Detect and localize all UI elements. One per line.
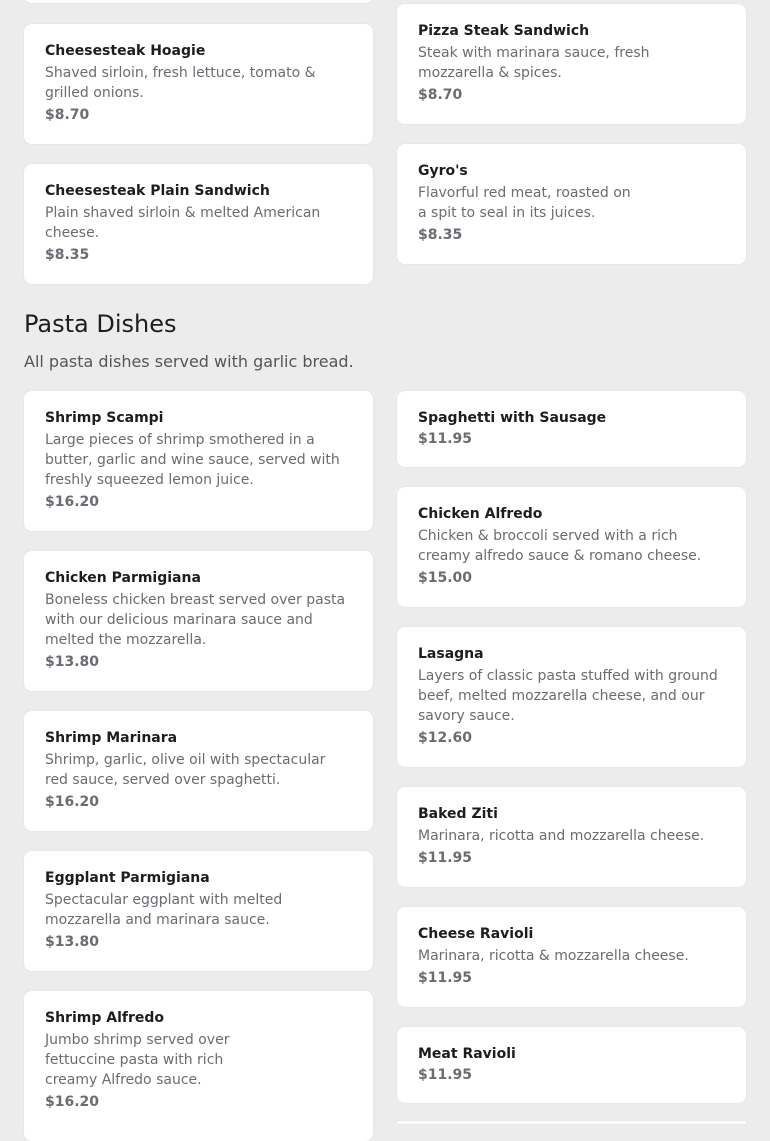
item-description: Flavorful red meat, roasted on a spit to seal in its juices. xyxy=(418,185,631,221)
item-name: Cheese Ravioli xyxy=(418,926,534,942)
item-price: $11.95 xyxy=(418,431,473,447)
item-name: Gyro's xyxy=(418,163,468,179)
item-name: Eggplant Parmigiana xyxy=(45,870,210,886)
menu-item-card[interactable] xyxy=(24,24,373,144)
item-price: $15.00 xyxy=(418,570,473,586)
menu-item-card[interactable] xyxy=(397,627,746,767)
item-price: $16.20 xyxy=(45,794,100,810)
section-subtitle: All pasta dishes served with garlic bread. xyxy=(24,352,354,371)
item-name: Chicken Alfredo xyxy=(418,506,543,522)
item-name: Pizza Steak Sandwich xyxy=(418,23,590,39)
item-description: Spectacular eggplant with melted mozzarella and marinara sauce. xyxy=(45,892,283,928)
item-price: $16.20 xyxy=(45,494,100,510)
item-price: $11.95 xyxy=(418,970,473,986)
item-description: Shrimp, garlic, olive oil with spectacular red sauce, served over spaghetti. xyxy=(45,752,326,788)
item-name: Shrimp Scampi xyxy=(45,410,164,426)
item-name: Lasagna xyxy=(418,646,484,662)
menu-item-card[interactable] xyxy=(24,164,373,284)
item-description: Marinara, ricotta and mozzarella cheese. xyxy=(418,828,705,844)
item-description: Plain shaved sirloin & melted American cheese. xyxy=(45,205,321,241)
item-price: $13.80 xyxy=(45,934,100,950)
item-price: $11.95 xyxy=(418,850,473,866)
item-price: $16.20 xyxy=(45,1094,100,1110)
item-name: Chicken Parmigiana xyxy=(45,570,201,586)
item-price: $8.35 xyxy=(418,227,463,243)
menu-item-card[interactable] xyxy=(24,711,373,831)
menu-item-card[interactable] xyxy=(397,487,746,607)
item-description: Marinara, ricotta & mozzarella cheese. xyxy=(418,948,689,964)
menu-item-card[interactable] xyxy=(24,551,373,691)
menu-item-card[interactable] xyxy=(397,391,746,467)
item-description: Jumbo shrimp served over fettuccine pasta with rich creamy Alfredo sauce. xyxy=(45,1032,230,1088)
menu-item-card[interactable] xyxy=(397,907,746,1007)
item-price: $12.60 xyxy=(418,730,473,746)
item-price: $8.70 xyxy=(45,107,90,123)
item-description: Steak with marinara sauce, fresh mozzarella & spices. xyxy=(418,45,650,81)
menu-item-card-partial[interactable] xyxy=(24,0,373,3)
menu-item-card[interactable] xyxy=(24,851,373,971)
item-description: Layers of classic pasta stuffed with ground beef, melted mozzarella cheese, and our savory sauce. xyxy=(418,668,718,724)
section-title: Pasta Dishes xyxy=(24,310,177,338)
menu-item-card[interactable] xyxy=(397,787,746,887)
item-name: Shrimp Marinara xyxy=(45,730,178,746)
item-price: $8.35 xyxy=(45,247,90,263)
item-name: Meat Ravioli xyxy=(418,1046,516,1062)
item-name: Cheesesteak Plain Sandwich xyxy=(45,183,270,199)
item-description: Large pieces of shrimp smothered in a butter, garlic and wine sauce, served with freshly squeezed lemon juice. xyxy=(45,432,340,488)
item-description: Boneless chicken breast served over pasta with our delicious marinara sauce and melted the mozzarella. xyxy=(45,592,346,648)
item-description: Shaved sirloin, fresh lettuce, tomato & grilled onions. xyxy=(45,65,316,101)
item-name: Baked Ziti xyxy=(418,806,498,822)
menu-item-card[interactable] xyxy=(24,391,373,531)
item-price: $11.95 xyxy=(418,1067,473,1083)
item-price: $8.70 xyxy=(418,87,463,103)
item-description: Chicken & broccoli served with a rich creamy alfredo sauce & romano cheese. xyxy=(418,528,702,564)
menu-item-card[interactable] xyxy=(24,991,373,1141)
menu-item-card[interactable] xyxy=(397,144,746,264)
menu-item-card[interactable] xyxy=(397,4,746,124)
item-name: Cheesesteak Hoagie xyxy=(45,43,206,59)
menu-item-card[interactable] xyxy=(397,1027,746,1103)
item-name: Shrimp Alfredo xyxy=(45,1010,164,1026)
item-name: Spaghetti with Sausage xyxy=(418,410,607,426)
item-price: $13.80 xyxy=(45,654,100,670)
